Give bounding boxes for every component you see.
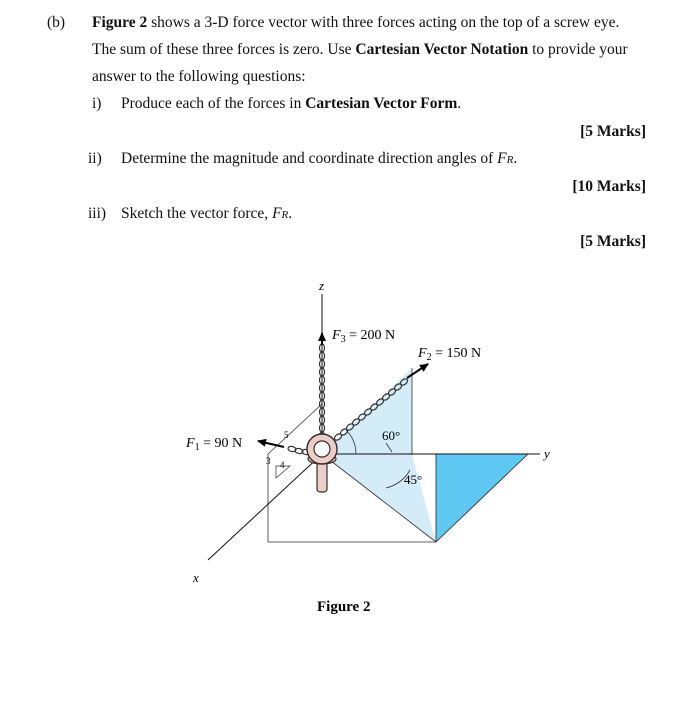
- item-3-var: F: [272, 205, 282, 222]
- xy-triangle-shade: [436, 454, 528, 542]
- item-1-marks: [5 Marks]: [580, 123, 646, 140]
- intro-line-2-text-b: to provide your: [528, 41, 628, 58]
- f2-label: $F_2 = 150$ N: [418, 346, 482, 363]
- item-3-label: iii): [88, 205, 107, 222]
- intro-line-1-text: shows a 3-D force vector with three forces acting on the top of a screw eye.: [147, 14, 620, 31]
- item-2-var: F: [497, 150, 507, 167]
- intro-line-3: answer to the following questions:: [92, 68, 306, 85]
- item-2-sub: R: [506, 154, 514, 166]
- intro-line-2-text-a: The sum of these three forces is zero. Use: [92, 41, 356, 58]
- item-2-label: ii): [88, 150, 102, 167]
- f1-label: $F_1 = 90$ N: [186, 436, 243, 453]
- item-1-text-b: .: [457, 95, 462, 112]
- x-axis: [208, 454, 322, 560]
- figure-caption: Figure 2: [317, 599, 371, 615]
- item-3-text-b: .: [288, 205, 293, 222]
- item-1-label: i): [92, 95, 102, 112]
- item-2-text-a: Determine the magnitude and coordinate direction angles of: [121, 150, 498, 167]
- item-3-sub: R: [281, 209, 289, 221]
- item-2-marks: [10 Marks]: [572, 178, 646, 195]
- y-axis-label: y: [544, 446, 550, 461]
- f2-plane: [322, 368, 436, 542]
- part-label: (b): [47, 14, 66, 31]
- z-axis-label: z: [319, 278, 325, 293]
- x-axis-label: x: [193, 570, 199, 585]
- slope-label-3: 3: [266, 456, 271, 466]
- figure-reference: Figure 2: [92, 14, 148, 31]
- angle-60-label: 60°: [382, 428, 401, 443]
- item-1-text-bold: Cartesian Vector Form: [305, 95, 458, 112]
- slope-label-4: 4: [280, 460, 285, 470]
- slope-label-5: 5: [284, 430, 289, 440]
- item-2-text-b: .: [513, 150, 518, 167]
- item-1-text-a: Produce each of the forces in: [121, 95, 306, 112]
- f1-arrow: [258, 441, 284, 447]
- angle-45-label: 45°: [404, 472, 423, 487]
- screw-eye: [307, 434, 337, 492]
- f3-label: $F_3 = 200$ N: [332, 328, 396, 345]
- item-3-marks: [5 Marks]: [580, 233, 646, 250]
- intro-line-2-bold: Cartesian Vector Notation: [355, 41, 529, 58]
- item-3-text-a: Sketch the vector force,: [121, 205, 273, 222]
